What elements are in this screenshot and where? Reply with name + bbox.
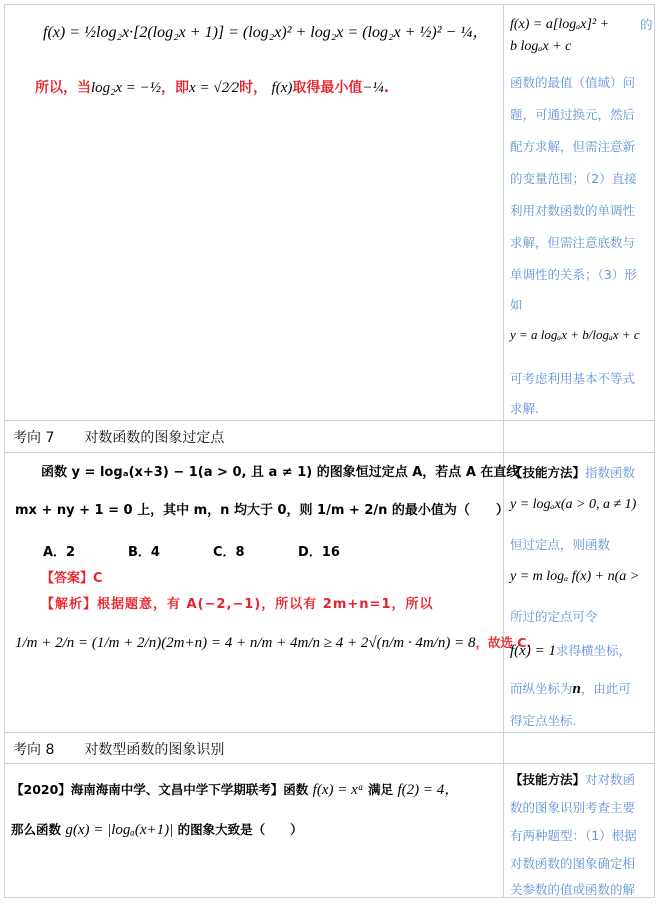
text: 的图象大致是（ ） [177,822,303,837]
math: log₂x = −½ [91,80,162,96]
side-line [510,679,631,698]
text: 对对数函 [585,772,636,787]
question-line-1: 函数 y = logₐ(x+3) − 1(a > 0, 且 a ≠ 1) 的图象恒过定点 A，若点 A 在直线 [41,465,520,480]
text: 求得横坐标， [555,643,631,658]
math: −¼ [362,80,384,96]
text: 满足 [368,782,394,797]
option-d: D．16 [298,545,340,560]
side-text: 所过的定点可令 [510,609,598,624]
section-header-8 [5,733,654,764]
side-formula: y = logₐx(a > 0, a ≠ 1) [510,497,637,512]
option-a: A．2 [43,545,76,560]
side-note-8 [504,764,654,899]
row-question-8 [5,764,654,899]
math: n [572,681,581,697]
conclusion [35,77,389,97]
side-text: 的 [640,17,653,32]
side-text: 单调性的关系；（3）形 [510,267,637,282]
side-line [510,770,635,788]
side-text: 得定点坐标. [510,713,577,728]
side-text: 利用对数函数的单调性 [510,203,636,218]
side-note-1 [504,5,654,420]
section-title: 对数型函数的图象识别 [84,742,225,758]
side-text: 求解. [510,401,539,416]
option-c: C．8 [213,545,245,560]
side-text: 求解，但需注意底数与 [510,235,636,250]
side-line [510,463,635,481]
side-text: 有两种题型：（1）根据 [510,828,637,843]
side-line [510,641,631,660]
side-formula: b logₐx + c [510,39,572,54]
option-b: B．4 [128,545,160,560]
side-text: 对数函数的图象确定相 [510,856,636,871]
side-text: 的变量范围；（2）直接 [510,171,637,186]
text: ，即 [161,80,190,96]
text: ，故选 C. [475,635,532,650]
math: 1/m + 2/n = (1/m + 2/n)(2m+n) = 4 + n/m + 4m/n ≥ 4 + 2√(n/m · 4m/n) = 8 [15,635,476,651]
text: 取得最小值 [292,80,363,96]
side-text: 函数的最值（值域）问 [510,75,636,90]
side-text: 数的图象识别考查主要 [510,800,636,815]
content-table [4,4,655,898]
text: ，由此可 [580,681,631,696]
text: 时， [239,80,268,96]
side-text: 可考虑利用基本不等式 [510,371,636,386]
side-note-7 [504,453,654,732]
formula-fx: f(x) = ½log₂x·[2(log₂x + 1)] = (log₂x)² + log₂x = (log₂x + ½)² − ¼， [43,24,489,41]
row-solution [5,5,654,421]
question-line-2: mx + ny + 1 = 0 上，其中 m，n 均大于 0，则 1/m + 2/n 的最小值为（ ） [15,503,509,518]
math: f(x) = xᵃ [312,782,364,798]
section-title: 对数函数的图象过定点 [84,430,225,446]
math: x = √2⁄2 [189,80,240,96]
label: 【技能方法】 [510,465,586,480]
side-formula: y = m logₐ f(x) + n(a > [510,569,640,584]
side-text: 关参数的值或函数的解 [510,882,636,897]
answer: 【答案】C [41,571,103,586]
side-formula: y = a logₐx + b/logₐx + c [510,327,640,342]
math: g(x) = |logₐ(x+1)| [65,822,174,838]
side-text: 配方求解，但需注意新 [510,139,636,154]
question-line-2 [11,820,303,839]
text: 【2020】海南海南中学、文昌中学下学期联考】函数 [11,782,309,797]
text: 那么函数 [11,822,62,837]
row-question-7 [5,453,654,733]
section-number: 考向 7 [13,430,55,446]
side-text: 如 [510,297,523,312]
math: f(x) [271,80,293,96]
analysis-line-2 [15,633,531,652]
section-number: 考向 8 [13,742,55,758]
text: 指数函数 [585,465,636,480]
question-line-1 [11,778,459,799]
side-text: 恒过定点，则函数 [510,537,611,552]
text: 而纵坐标为 [510,681,573,696]
math: f(x) = 1 [510,643,556,659]
section-header-7 [5,421,654,453]
math: f(2) = 4， [397,782,460,798]
side-formula: f(x) = a[logₐx]² + [510,17,610,32]
text: 所以，当 [35,80,91,96]
analysis-line-1: 【解析】根据题意，有 A(−2,−1)，所以有 2m+n=1，所以 [41,597,434,612]
side-text: 题，可通过换元，然后 [510,107,636,122]
text: . [383,80,390,96]
label: 【技能方法】 [510,772,586,787]
